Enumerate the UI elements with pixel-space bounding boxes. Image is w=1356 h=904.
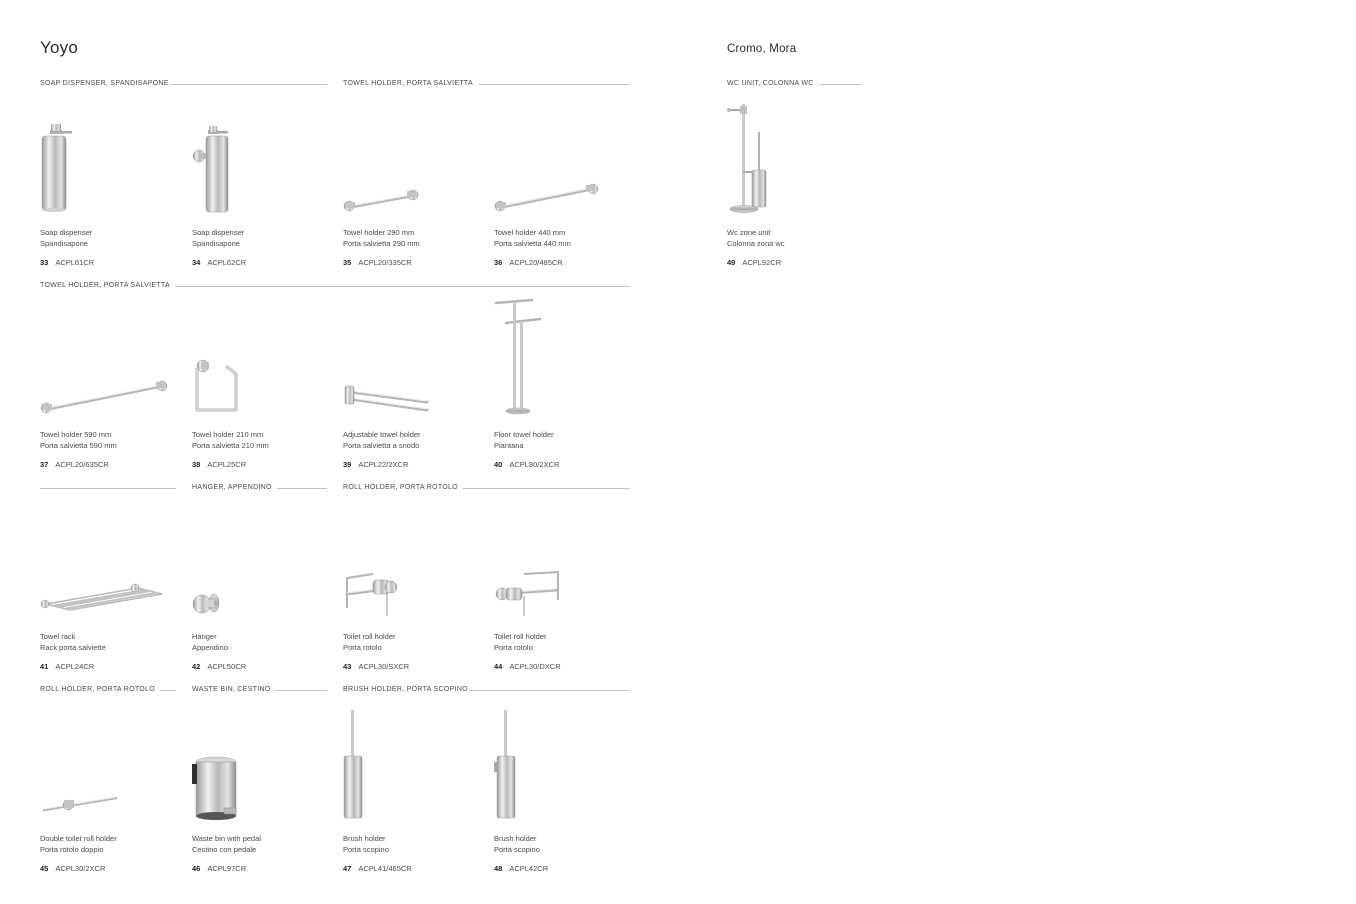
product-number: 41	[40, 662, 49, 671]
hook-icon	[192, 508, 332, 626]
product-code: ACPL20/635CR	[55, 460, 109, 469]
section-hanger	[40, 483, 327, 493]
product-name-en: Soap dispenser	[192, 228, 245, 237]
product-name-it: Porta rotolo	[343, 642, 382, 652]
product-name-en: Waste bin with pedal	[192, 834, 261, 843]
product-name-it: Rack porta salviette	[40, 642, 106, 652]
section-divider	[40, 488, 176, 489]
product-name-it: Porta salvietta a snodo	[343, 440, 420, 450]
section-towel-holder-mid	[40, 281, 630, 291]
section-label: SOAP DISPENSER, SPANDISAPONE	[40, 80, 169, 87]
product-code: ACPL30/SXCR	[358, 662, 410, 671]
section-divider	[463, 488, 630, 489]
roll-holder-left-icon	[343, 508, 483, 626]
product-code: ACPL42CR	[509, 864, 549, 873]
soap-dispenser-icon	[40, 104, 180, 222]
towel-bar-icon	[40, 306, 180, 424]
product-name-en: Adjustable towel holder	[343, 430, 421, 439]
product-name-it: Piantana	[494, 440, 524, 450]
product-name-it: Porta salvietta 210 mm	[192, 440, 269, 450]
product-name-en: Floor towel holder	[494, 430, 554, 439]
product-code: ACPL22/2XCR	[358, 460, 409, 469]
product-name-it: Porta salvietta 290 mm	[343, 238, 420, 248]
product-name-en: Hanger	[192, 632, 217, 641]
towel-bar-icon	[494, 104, 634, 222]
page-title: Yoyo	[40, 38, 78, 57]
product-name-it: Porta rotolo	[494, 642, 533, 652]
product-name-en: Towel holder 210 mm	[192, 430, 264, 439]
section-label: HANGER, APPENDINO	[192, 484, 272, 491]
product-number: 45	[40, 864, 49, 873]
product-name-it: Spandisapone	[40, 238, 88, 248]
towel-ring-icon	[192, 306, 332, 424]
double-roll-holder-icon	[40, 710, 180, 828]
roll-holder-right-icon	[494, 508, 634, 626]
product-name-en: Toilet roll holder	[343, 632, 396, 641]
product-code: ACPL50CR	[207, 662, 247, 671]
product-number: 36	[494, 258, 503, 267]
product-code: ACPL25CR	[207, 460, 247, 469]
section-divider	[274, 690, 327, 691]
product-name-it: Porta scopino	[343, 844, 389, 854]
section-label: TOWEL HOLDER, PORTA SALVIETTA	[343, 80, 473, 87]
product-name-en: Towel holder 290 mm	[343, 228, 415, 237]
wc-unit-icon	[727, 104, 867, 222]
wall-soap-dispenser-icon	[192, 104, 332, 222]
section-divider	[175, 286, 630, 287]
section-label: ROLL HOLDER, PORTA ROTOLO	[343, 484, 458, 491]
product-number: 47	[343, 864, 352, 873]
product-name-en: Brush holder	[494, 834, 537, 843]
product-name-it: Porta scopino	[494, 844, 540, 854]
product-name-it: Porta salvietta 440 mm	[494, 238, 571, 248]
product-name-en: Soap dispenser	[40, 228, 93, 237]
section-roll-holder-top	[343, 483, 630, 493]
product-code: ACPL61CR	[55, 258, 95, 267]
section-soap-dispenser	[40, 79, 327, 89]
product-number: 46	[192, 864, 201, 873]
section-waste-bin	[192, 685, 327, 695]
product-code: ACPL30/2XCR	[55, 864, 106, 873]
product-name-en: Towel holder 590 mm	[40, 430, 112, 439]
section-label: WASTE BIN, CESTINO	[192, 686, 271, 693]
product-name-en: Double toilet roll holder	[40, 834, 117, 843]
section-divider	[479, 84, 630, 85]
product-number: 38	[192, 460, 201, 469]
section-divider	[469, 690, 630, 691]
section-divider	[160, 690, 176, 691]
towel-rack-icon	[40, 508, 180, 626]
section-divider	[170, 84, 327, 85]
product-number: 33	[40, 258, 49, 267]
finish-label: Cromo, Mora	[727, 43, 797, 55]
section-label: TOWEL HOLDER, PORTA SALVIETTA	[40, 282, 170, 289]
product-code: ACPL24CR	[55, 662, 95, 671]
product-name-it: Cestino con pedale	[192, 844, 257, 854]
floor-towel-stand-icon	[494, 296, 634, 424]
product-code: ACPL20/335CR	[358, 258, 412, 267]
product-number: 44	[494, 662, 503, 671]
section-towel-holder-top	[343, 79, 630, 89]
product-number: 35	[343, 258, 352, 267]
product-number: 43	[343, 662, 352, 671]
section-label: WC UNIT, COLONNA WC	[727, 80, 814, 87]
section-label: BRUSH HOLDER, PORTA SCOPINO	[343, 686, 468, 693]
section-brush-holder	[343, 685, 630, 695]
product-name-it: Appendino	[192, 642, 228, 652]
product-code: ACPL30/DXCR	[509, 662, 561, 671]
product-name-en: Toilet roll holder	[494, 632, 547, 641]
section-roll-holder-bottom	[40, 685, 176, 695]
product-number: 34	[192, 258, 201, 267]
product-name-en: Towel rack	[40, 632, 76, 641]
product-code: ACPL97CR	[207, 864, 247, 873]
product-number: 39	[343, 460, 352, 469]
product-number: 49	[727, 258, 736, 267]
product-name-en: Brush holder	[343, 834, 386, 843]
swivel-towel-bar-icon	[343, 306, 483, 424]
product-code: ACPL92CR	[742, 258, 782, 267]
product-code: ACPL41/465CR	[358, 864, 412, 873]
product-code: ACPL62CR	[207, 258, 247, 267]
product-number: 48	[494, 864, 503, 873]
product-number: 42	[192, 662, 201, 671]
product-name-en: Towel holder 440 mm	[494, 228, 566, 237]
product-number: 40	[494, 460, 503, 469]
product-name-it: Porta salvietta 590 mm	[40, 440, 117, 450]
floor-brush-holder-icon	[343, 710, 483, 828]
product-code: ACPL80/2XCR	[509, 460, 560, 469]
product-name-en: Wc zone unit	[727, 228, 771, 237]
section-divider	[277, 488, 327, 489]
section-label: ROLL HOLDER, PORTA ROTOLO	[40, 686, 155, 693]
product-code: ACPL20/485CR	[509, 258, 563, 267]
pedal-bin-icon	[192, 710, 332, 828]
towel-bar-icon	[343, 104, 483, 222]
product-name-it: Porta rotolo doppio	[40, 844, 104, 854]
section-wc-unit	[727, 79, 862, 89]
section-divider	[820, 84, 862, 85]
product-name-it: Colonna zona wc	[727, 238, 785, 248]
wall-brush-holder-icon	[494, 710, 634, 828]
product-number: 37	[40, 460, 49, 469]
product-name-it: Spandisapone	[192, 238, 240, 248]
